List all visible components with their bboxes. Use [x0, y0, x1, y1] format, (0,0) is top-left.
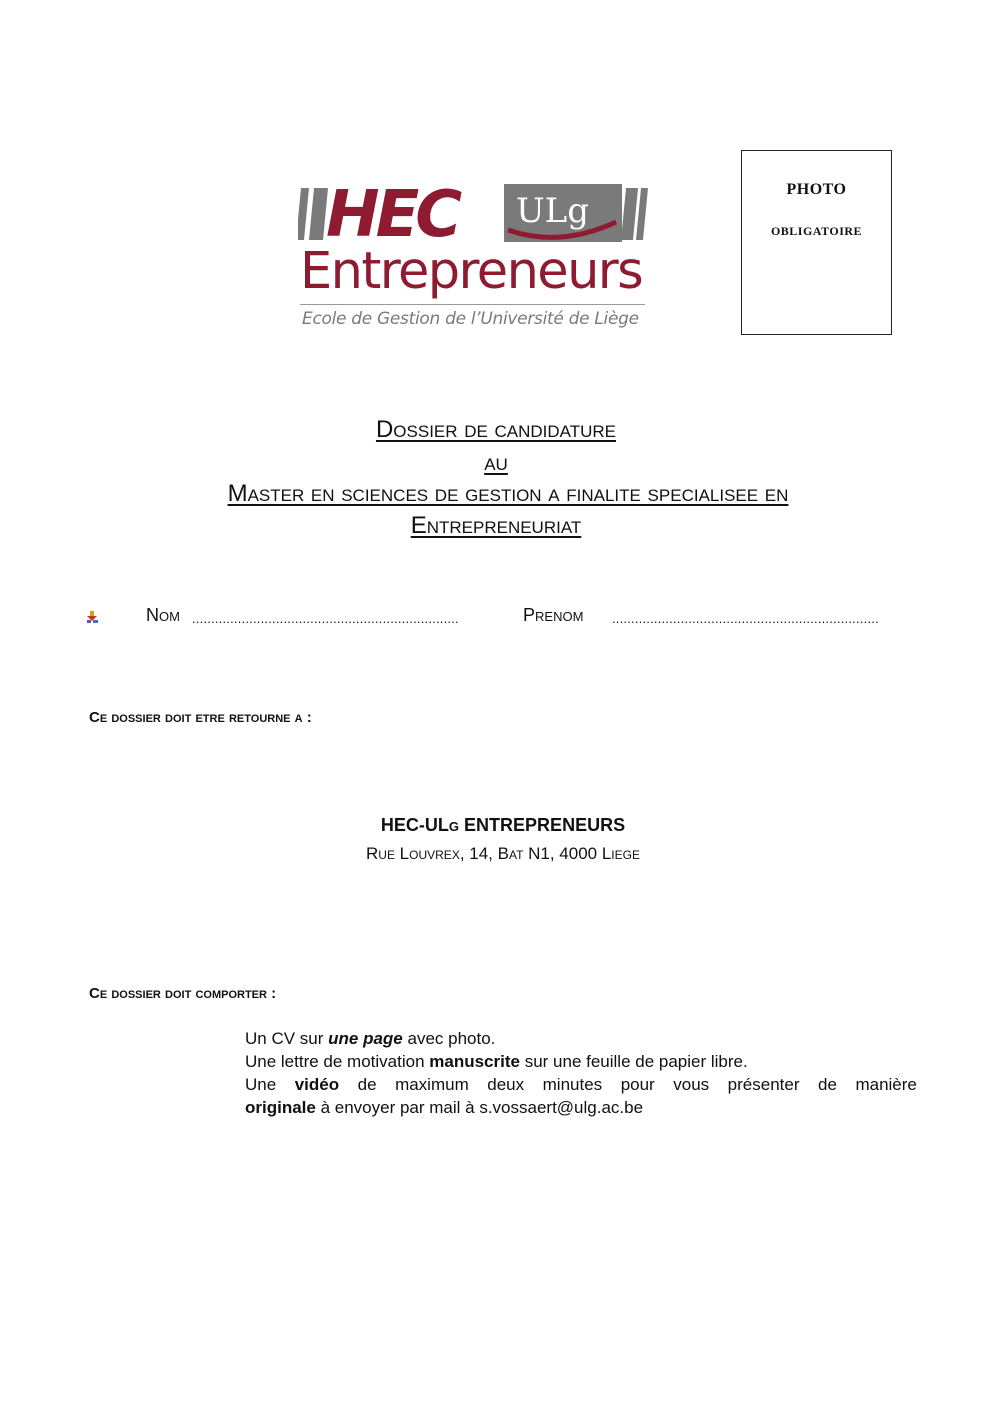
hec-text: HEC — [326, 178, 459, 250]
hec-wordmark — [298, 178, 650, 250]
photo-label: PHOTO — [786, 181, 847, 198]
list-item-video-cont: originale à envoyer par mail à s.vossaert@ulg.ac.be — [245, 1098, 644, 1117]
title-line-3: Master en sciences de gestion a finalite specialisee en — [227, 480, 789, 507]
photo-placeholder-box — [741, 150, 892, 335]
address-organization: HEC-ULg ENTREPRENEURS — [380, 815, 626, 835]
list-item-video: Une vidéo de maximum deux minutes pour vous présenter de manière — [245, 1075, 917, 1094]
ulg-text: ULg — [516, 191, 589, 231]
logo-entrepreneurs: Entrepreneurs — [300, 242, 643, 301]
email-text: à envoyer par mail à s.vossaert@ulg.ac.be — [315, 1098, 644, 1117]
list-item-letter: Une lettre de motivation manuscrite sur une feuille de papier libre. — [245, 1052, 748, 1071]
title-line-2: au — [484, 449, 508, 476]
hec-ulg-logo — [298, 178, 650, 336]
prenom-label: Prenom — [523, 605, 584, 625]
nom-field[interactable]: ...................................................................... — [192, 611, 459, 626]
logo-subtitle: Ecole de Gestion de l’Université de Liège — [302, 309, 639, 329]
arrow-bullet-icon — [87, 611, 101, 623]
prenom-field[interactable]: ...................................................................... — [612, 611, 879, 626]
contents-heading: Ce dossier doit comporter : — [89, 985, 277, 1002]
title-line-4: Entrepreneuriat — [410, 512, 582, 539]
address-street: Rue Louvrex, 14, Bat N1, 4000 Liege — [366, 844, 640, 863]
photo-required-label: OBLIGATOIRE — [770, 224, 863, 238]
required-documents-list — [245, 1027, 917, 1119]
nom-label: Nom — [146, 605, 180, 625]
return-heading: Ce dossier doit etre retourne a : — [89, 709, 312, 726]
title-line-1: Dossier de candidature — [375, 416, 617, 443]
list-item-cv: Un CV sur une page avec photo. — [245, 1029, 496, 1048]
logo-divider — [300, 304, 645, 305]
